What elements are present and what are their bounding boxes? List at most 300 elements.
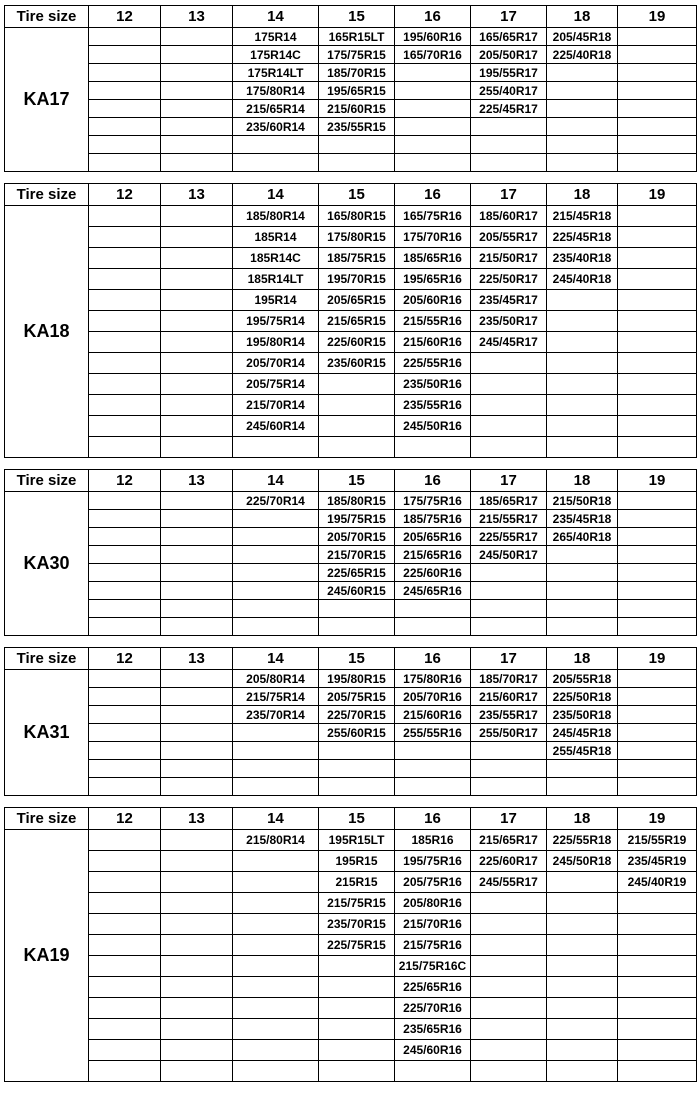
- rim-diameter-header-13: 13: [161, 808, 233, 830]
- header-row: [5, 6, 697, 28]
- tire-size-cell: 195/55R17: [471, 64, 547, 82]
- tire-size-cell: [89, 956, 161, 977]
- tire-size-cell: 175/70R16: [395, 227, 471, 248]
- tire-size-cell: [161, 724, 233, 742]
- tire-size-cell: [89, 564, 161, 582]
- tire-size-cell: [471, 437, 547, 458]
- tire-size-cell: 235/50R16: [395, 374, 471, 395]
- tire-size-cell: [89, 311, 161, 332]
- tire-size-cell: [471, 374, 547, 395]
- rim-diameter-header-16: 16: [395, 808, 471, 830]
- tire-size-cell: 195/80R15: [319, 670, 395, 688]
- tire-size-cell: [471, 742, 547, 760]
- tire-size-cell: [233, 582, 319, 600]
- tire-size-cell: [547, 136, 618, 154]
- tire-size-cell: [89, 118, 161, 136]
- tire-size-cell: [395, 118, 471, 136]
- tire-size-cell: 215/60R15: [319, 100, 395, 118]
- tire-size-cell: [233, 778, 319, 796]
- tire-size-cell: 255/45R18: [547, 742, 618, 760]
- tire-size-cell: [233, 564, 319, 582]
- tire-size-header: Tire size: [5, 470, 89, 492]
- tire-size-cell: 215/75R14: [233, 688, 319, 706]
- tire-size-cell: 235/45R18: [547, 510, 618, 528]
- tire-size-cell: 205/70R14: [233, 353, 319, 374]
- tire-size-cell: [319, 742, 395, 760]
- tire-size-cell: [471, 564, 547, 582]
- tire-size-cell: 225/70R14: [233, 492, 319, 510]
- tire-size-cell: [618, 374, 697, 395]
- table-row: [5, 437, 697, 458]
- tire-size-cell: [319, 1061, 395, 1082]
- tire-size-cell: [161, 1019, 233, 1040]
- rim-diameter-header-18: 18: [547, 6, 618, 28]
- tire-size-cell: [89, 872, 161, 893]
- tire-size-cell: 215/60R16: [395, 332, 471, 353]
- tire-size-cell: [161, 269, 233, 290]
- table-row: [5, 893, 697, 914]
- tire-size-cell: 235/50R18: [547, 706, 618, 724]
- header-row: [5, 184, 697, 206]
- model-label: KA17: [5, 28, 89, 172]
- tire-size-cell: 245/45R18: [547, 724, 618, 742]
- tire-size-cell: [233, 618, 319, 636]
- tire-size-cell: [233, 893, 319, 914]
- tire-size-cell: [89, 374, 161, 395]
- tire-size-cell: [89, 893, 161, 914]
- tire-size-cell: [89, 528, 161, 546]
- table-row: [5, 724, 697, 742]
- tire-size-cell: 205/45R18: [547, 28, 618, 46]
- tire-size-cell: [161, 564, 233, 582]
- tire-size-cell: [471, 353, 547, 374]
- table-row: [5, 28, 697, 46]
- tire-size-cell: [89, 46, 161, 64]
- tire-size-cell: [89, 778, 161, 796]
- rim-diameter-header-18: 18: [547, 470, 618, 492]
- tire-size-cell: [161, 311, 233, 332]
- tire-size-cell: 245/40R18: [547, 269, 618, 290]
- tire-size-cell: 205/80R14: [233, 670, 319, 688]
- tire-size-cell: [547, 437, 618, 458]
- tire-size-cell: [233, 851, 319, 872]
- tire-size-cell: [547, 395, 618, 416]
- tire-size-cell: 205/75R16: [395, 872, 471, 893]
- tire-size-cell: 215/55R16: [395, 311, 471, 332]
- tire-size-cell: 255/50R17: [471, 724, 547, 742]
- tire-size-cell: 265/40R18: [547, 528, 618, 546]
- rim-diameter-header-17: 17: [471, 6, 547, 28]
- tire-size-cell: [89, 437, 161, 458]
- tire-size-cell: 245/60R16: [395, 1040, 471, 1061]
- tire-size-cell: 205/70R16: [395, 688, 471, 706]
- table-row: [5, 290, 697, 311]
- tire-size-cell: [161, 851, 233, 872]
- tire-size-cell: [161, 688, 233, 706]
- rim-diameter-header-12: 12: [89, 808, 161, 830]
- rim-diameter-header-19: 19: [618, 648, 697, 670]
- tire-size-cell: 165/65R17: [471, 28, 547, 46]
- table-row: [5, 374, 697, 395]
- tire-size-cell: [161, 227, 233, 248]
- tire-size-cell: [89, 332, 161, 353]
- table-row: [5, 1061, 697, 1082]
- tire-size-cell: [233, 1040, 319, 1061]
- tire-size-cell: 185R14C: [233, 248, 319, 269]
- tire-size-cell: [161, 206, 233, 227]
- table-row: [5, 742, 697, 760]
- tire-size-cell: [89, 724, 161, 742]
- tire-size-cell: [233, 546, 319, 564]
- tire-size-cell: 235/55R17: [471, 706, 547, 724]
- tire-size-cell: [471, 760, 547, 778]
- tire-size-cell: 215/60R17: [471, 688, 547, 706]
- tire-size-cell: [618, 492, 697, 510]
- tire-size-cell: [618, 353, 697, 374]
- tire-size-cell: [319, 1040, 395, 1061]
- tire-size-cell: [89, 1040, 161, 1061]
- tire-size-cell: 245/50R18: [547, 851, 618, 872]
- tire-size-cell: [395, 154, 471, 172]
- tire-size-cell: [233, 154, 319, 172]
- tire-size-cell: [395, 742, 471, 760]
- tire-size-cell: [471, 416, 547, 437]
- tire-size-cell: 235/45R17: [471, 290, 547, 311]
- tire-size-cell: [233, 914, 319, 935]
- tire-size-cell: [395, 64, 471, 82]
- table-row: [5, 760, 697, 778]
- tire-size-cell: [471, 136, 547, 154]
- tire-size-cell: [618, 582, 697, 600]
- tire-size-cell: [161, 546, 233, 564]
- tire-size-cell: [319, 600, 395, 618]
- tire-size-cell: 215/75R16C: [395, 956, 471, 977]
- tire-size-cell: [161, 778, 233, 796]
- tire-size-cell: 225/40R18: [547, 46, 618, 64]
- tire-size-cell: 215/50R18: [547, 492, 618, 510]
- tire-size-cell: [547, 935, 618, 956]
- tire-size-cell: [547, 546, 618, 564]
- tire-size-cell: [161, 374, 233, 395]
- tire-size-cell: [161, 872, 233, 893]
- tire-size-cell: [319, 778, 395, 796]
- tire-size-cell: 235/70R14: [233, 706, 319, 724]
- tire-table-ka18: [4, 183, 697, 458]
- tire-size-cell: [161, 830, 233, 851]
- tire-size-cell: [89, 830, 161, 851]
- table-row: [5, 248, 697, 269]
- tire-size-cell: [618, 510, 697, 528]
- table-row: [5, 136, 697, 154]
- tire-size-cell: [547, 872, 618, 893]
- tire-size-cell: 205/55R18: [547, 670, 618, 688]
- tire-size-cell: [89, 510, 161, 528]
- tire-size-cell: [547, 82, 618, 100]
- tire-size-cell: 225/50R18: [547, 688, 618, 706]
- tire-size-cell: [618, 724, 697, 742]
- tire-table-ka17: [4, 5, 697, 172]
- rim-diameter-header-12: 12: [89, 184, 161, 206]
- tire-size-cell: [547, 778, 618, 796]
- tire-size-cell: [161, 46, 233, 64]
- tire-size-cell: [89, 64, 161, 82]
- tire-size-cell: 175R14LT: [233, 64, 319, 82]
- tire-size-cell: 165/70R16: [395, 46, 471, 64]
- tire-size-cell: [161, 437, 233, 458]
- tire-size-cell: [89, 290, 161, 311]
- tire-size-cell: 235/50R17: [471, 311, 547, 332]
- tire-size-cell: [618, 893, 697, 914]
- tire-size-cell: [547, 956, 618, 977]
- tire-size-cell: [471, 395, 547, 416]
- tire-size-cell: [89, 914, 161, 935]
- tire-size-cell: 205/60R16: [395, 290, 471, 311]
- tire-size-cell: 245/50R16: [395, 416, 471, 437]
- tire-size-cell: [89, 492, 161, 510]
- tire-size-cell: [618, 437, 697, 458]
- tire-size-cell: 175/80R14: [233, 82, 319, 100]
- tire-size-cell: [471, 154, 547, 172]
- tire-size-cell: [161, 1040, 233, 1061]
- tire-size-cell: [89, 100, 161, 118]
- tire-size-cell: [89, 688, 161, 706]
- tire-size-cell: [618, 706, 697, 724]
- tire-size-cell: [618, 290, 697, 311]
- rim-diameter-header-17: 17: [471, 184, 547, 206]
- tire-size-cell: [319, 416, 395, 437]
- tire-size-cell: 215/75R15: [319, 893, 395, 914]
- tire-size-cell: 245/65R16: [395, 582, 471, 600]
- tire-size-cell: [471, 893, 547, 914]
- table-row: [5, 64, 697, 82]
- tire-size-cell: [319, 760, 395, 778]
- tire-size-cell: 185R14: [233, 227, 319, 248]
- table-row: [5, 546, 697, 564]
- tire-size-cell: [471, 1019, 547, 1040]
- table-row: [5, 492, 697, 510]
- tire-size-cell: [161, 935, 233, 956]
- tire-size-cell: 215/60R16: [395, 706, 471, 724]
- tire-size-cell: [89, 706, 161, 724]
- tire-size-cell: 165/75R16: [395, 206, 471, 227]
- tire-size-cell: 215/65R14: [233, 100, 319, 118]
- tire-size-header: Tire size: [5, 808, 89, 830]
- table-row: [5, 395, 697, 416]
- table-row: [5, 872, 697, 893]
- rim-diameter-header-19: 19: [618, 6, 697, 28]
- tire-size-cell: [547, 64, 618, 82]
- table-row: [5, 778, 697, 796]
- rim-diameter-header-15: 15: [319, 184, 395, 206]
- tire-size-cell: [319, 437, 395, 458]
- tire-size-cell: [233, 136, 319, 154]
- tire-size-cell: [471, 118, 547, 136]
- tire-size-cell: 205/75R15: [319, 688, 395, 706]
- tire-size-cell: [161, 670, 233, 688]
- tire-size-cell: 185/70R15: [319, 64, 395, 82]
- tire-size-cell: [395, 778, 471, 796]
- tire-size-cell: [471, 935, 547, 956]
- table-row: [5, 564, 697, 582]
- tire-size-cell: [618, 760, 697, 778]
- tire-size-cell: 205/50R17: [471, 46, 547, 64]
- tire-size-cell: [547, 353, 618, 374]
- tire-size-cell: [319, 154, 395, 172]
- rim-diameter-header-14: 14: [233, 184, 319, 206]
- rim-diameter-header-15: 15: [319, 808, 395, 830]
- tire-size-cell: [161, 332, 233, 353]
- tire-size-cell: [547, 290, 618, 311]
- tire-size-cell: 215/55R19: [618, 830, 697, 851]
- tire-size-cell: [471, 582, 547, 600]
- rim-diameter-header-16: 16: [395, 6, 471, 28]
- table-row: [5, 998, 697, 1019]
- tire-size-cell: 225/70R16: [395, 998, 471, 1019]
- tire-size-cell: [161, 893, 233, 914]
- tire-size-cell: [547, 1061, 618, 1082]
- tire-size-cell: [161, 742, 233, 760]
- tire-size-cell: 225/60R15: [319, 332, 395, 353]
- tire-size-cell: [89, 206, 161, 227]
- tire-size-cell: [471, 600, 547, 618]
- rim-diameter-header-16: 16: [395, 648, 471, 670]
- tire-size-cell: [618, 311, 697, 332]
- tire-size-cell: 205/75R14: [233, 374, 319, 395]
- tire-size-cell: [547, 914, 618, 935]
- tire-size-cell: [618, 332, 697, 353]
- tire-size-cell: [319, 956, 395, 977]
- rim-diameter-header-14: 14: [233, 6, 319, 28]
- rim-diameter-header-17: 17: [471, 648, 547, 670]
- tire-size-cell: 215/55R17: [471, 510, 547, 528]
- table-row: [5, 416, 697, 437]
- tire-size-cell: [89, 227, 161, 248]
- tire-size-cell: [161, 492, 233, 510]
- tire-size-cell: [547, 416, 618, 437]
- rim-diameter-header-18: 18: [547, 184, 618, 206]
- tire-size-cell: [161, 600, 233, 618]
- tire-size-cell: [89, 998, 161, 1019]
- rim-diameter-header-19: 19: [618, 470, 697, 492]
- tire-size-cell: 215/80R14: [233, 830, 319, 851]
- table-row: [5, 1019, 697, 1040]
- tire-size-cell: [319, 977, 395, 998]
- tire-size-cell: [89, 82, 161, 100]
- tire-size-cell: [618, 118, 697, 136]
- tire-size-cell: 215/65R15: [319, 311, 395, 332]
- tire-size-cell: [395, 600, 471, 618]
- rim-diameter-header-15: 15: [319, 6, 395, 28]
- tire-size-cell: 245/55R17: [471, 872, 547, 893]
- tire-size-cell: [161, 1061, 233, 1082]
- tire-size-cell: [89, 977, 161, 998]
- table-row: [5, 935, 697, 956]
- tire-size-cell: 245/45R17: [471, 332, 547, 353]
- tire-size-cell: [233, 742, 319, 760]
- tire-size-cell: [395, 1061, 471, 1082]
- tire-size-cell: 195/75R14: [233, 311, 319, 332]
- tire-size-cell: [547, 998, 618, 1019]
- tire-size-cell: [618, 1061, 697, 1082]
- tire-size-cell: [89, 395, 161, 416]
- rim-diameter-header-18: 18: [547, 808, 618, 830]
- tire-size-cell: [618, 28, 697, 46]
- rim-diameter-header-14: 14: [233, 648, 319, 670]
- tire-size-cell: 225/60R17: [471, 851, 547, 872]
- tire-size-cell: [618, 227, 697, 248]
- rim-diameter-header-19: 19: [618, 184, 697, 206]
- tire-size-cell: [471, 618, 547, 636]
- table-row: [5, 1040, 697, 1061]
- rim-diameter-header-14: 14: [233, 808, 319, 830]
- tire-size-cell: [89, 742, 161, 760]
- tire-size-cell: [395, 100, 471, 118]
- tire-size-cell: 195/80R14: [233, 332, 319, 353]
- tire-size-cell: 195/65R15: [319, 82, 395, 100]
- header-row: [5, 470, 697, 492]
- tire-size-cell: 225/45R17: [471, 100, 547, 118]
- rim-diameter-header-13: 13: [161, 648, 233, 670]
- tire-size-cell: 225/55R16: [395, 353, 471, 374]
- tire-size-cell: [161, 706, 233, 724]
- tire-size-cell: 235/40R18: [547, 248, 618, 269]
- tire-size-cell: [618, 778, 697, 796]
- tire-size-cell: [233, 956, 319, 977]
- tire-size-cell: [547, 760, 618, 778]
- tire-size-cell: [233, 724, 319, 742]
- tire-size-cell: 225/75R15: [319, 935, 395, 956]
- tire-size-cell: 165R15LT: [319, 28, 395, 46]
- tire-size-cell: [161, 64, 233, 82]
- tire-size-cell: 225/65R16: [395, 977, 471, 998]
- tire-size-cell: [89, 248, 161, 269]
- tire-size-cell: 245/60R14: [233, 416, 319, 437]
- tire-size-cell: 215/70R15: [319, 546, 395, 564]
- tire-size-cell: [547, 582, 618, 600]
- tire-size-cell: 215R15: [319, 872, 395, 893]
- tire-size-cell: [395, 136, 471, 154]
- tire-size-cell: [395, 618, 471, 636]
- tire-size-cell: [161, 118, 233, 136]
- tire-size-cell: [161, 998, 233, 1019]
- tire-size-cell: 225/45R18: [547, 227, 618, 248]
- tire-size-cell: 215/65R17: [471, 830, 547, 851]
- tire-size-cell: [89, 269, 161, 290]
- tire-size-cell: [161, 416, 233, 437]
- tire-size-cell: [233, 510, 319, 528]
- tire-size-cell: 215/50R17: [471, 248, 547, 269]
- table-row: [5, 311, 697, 332]
- tire-size-cell: 195/70R15: [319, 269, 395, 290]
- tire-size-cell: [89, 760, 161, 778]
- tire-size-cell: [618, 956, 697, 977]
- tire-size-cell: 245/50R17: [471, 546, 547, 564]
- rim-diameter-header-13: 13: [161, 6, 233, 28]
- table-row: [5, 118, 697, 136]
- table-row: [5, 688, 697, 706]
- tire-size-cell: 185/80R15: [319, 492, 395, 510]
- tire-size-cell: [89, 1019, 161, 1040]
- tire-size-cell: [618, 914, 697, 935]
- tire-size-cell: 225/50R17: [471, 269, 547, 290]
- tire-table-ka31: [4, 647, 697, 796]
- rim-diameter-header-16: 16: [395, 184, 471, 206]
- tire-size-cell: [233, 1019, 319, 1040]
- table-row: [5, 353, 697, 374]
- tire-table-ka30: [4, 469, 697, 636]
- tire-size-cell: [319, 395, 395, 416]
- tire-size-cell: [161, 28, 233, 46]
